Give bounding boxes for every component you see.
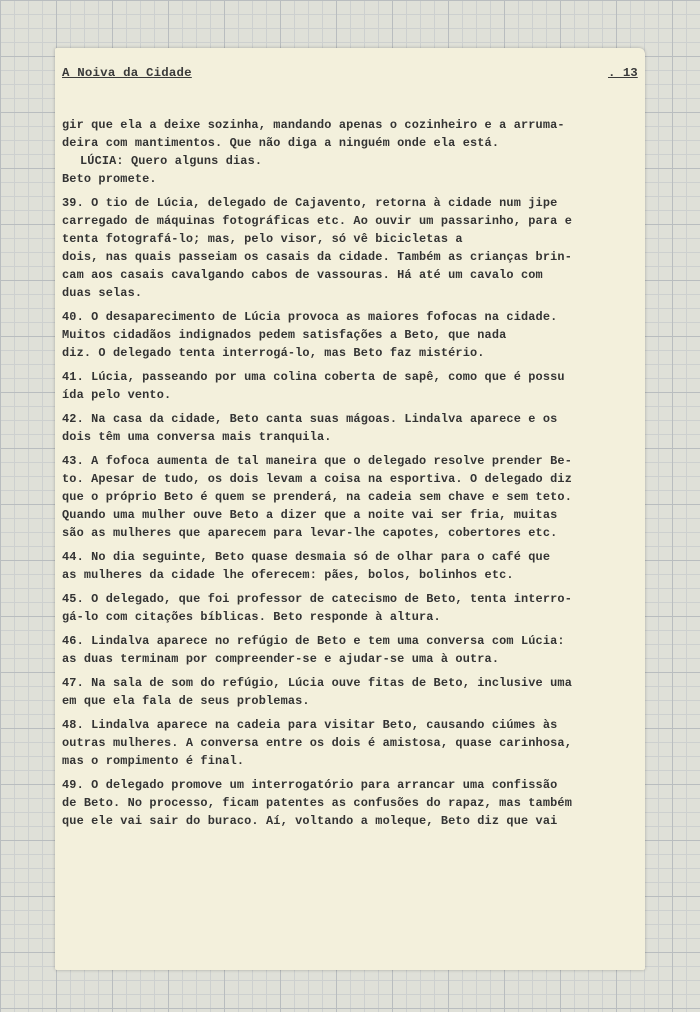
closing-line: Beto promete. bbox=[62, 172, 157, 186]
paragraph-49: 49. O delegado promove um interrogatório para arrancar uma confissão de Beto. No processo, ficam patentes as confusões do rapaz, mas também que ele vai sair do buraco. Aí, voltando a moleque, Beto diz que vai bbox=[62, 778, 572, 828]
paragraph-43: 43. A fofoca aumenta de tal maneira que o delegado resolve prender Be- to. Apesar de tudo, os dois levam a coisa na esportiva. O delegado diz que o próprio Beto é quem se prenderá, na cadeia sem chave e sem teto. Quando uma mulher ouve Beto a dizer que a noite vai ser fria, muitas são as mulheres que aparecem para levar-lhe capotes, cobertores etc. bbox=[62, 454, 572, 540]
page-body bbox=[62, 116, 587, 836]
paragraph-48: 48. Lindalva aparece na cadeia para visitar Beto, causando ciúmes às outras mulheres. A conversa entre os dois é amistosa, quase carinhosa, mas o rompimento é final. bbox=[62, 718, 572, 768]
page-number: . 13 bbox=[608, 66, 638, 80]
page-header-title: A Noiva da Cidade bbox=[62, 66, 192, 80]
continuation-text: gir que ela a deixe sozinha, mandando apenas o cozinheiro e a arruma- deira com mantimentos. Que não diga a ninguém onde ela está. bbox=[62, 118, 565, 150]
paragraph-45: 45. O delegado, que foi professor de catecismo de Beto, tenta interro- gá-lo com citações bíblicas. Beto responde à altura. bbox=[62, 592, 572, 624]
dialogue-line: LÚCIA: Quero alguns dias. bbox=[80, 154, 263, 168]
paragraph-41: 41. Lúcia, passeando por uma colina coberta de sapê, como que é possu ída pelo vento. bbox=[62, 370, 565, 402]
paragraph-44: 44. No dia seguinte, Beto quase desmaia só de olhar para o café que as mulheres da cidade lhe oferecem: pães, bolos, bolinhos etc. bbox=[62, 550, 551, 582]
paragraph-40: 40. O desaparecimento de Lúcia provoca as maiores fofocas na cidade. Muitos cidadãos indignados pedem satisfações a Beto, que nada diz. O delegado tenta interrogá-lo, mas Beto faz mistério. bbox=[62, 310, 558, 360]
paragraph-47: 47. Na sala de som do refúgio, Lúcia ouve fitas de Beto, inclusive uma em que ela fala de seus problemas. bbox=[62, 676, 572, 708]
paragraph-46: 46. Lindalva aparece no refúgio de Beto e tem uma conversa com Lúcia: as duas terminam por compreender-se e ajudar-se uma à outra. bbox=[62, 634, 565, 666]
paragraph-39: 39. O tio de Lúcia, delegado de Cajavento, retorna à cidade num jipe carregado de máquinas fotográficas etc. Ao ouvir um passarinho, para e tenta fotografá-lo; mas, pelo visor, só vê bicicletas a dois, nas quais passeiam os casais da cidade. Também as crianças brin- cam aos casais cavalgando cabos de vassouras. Há até um cavalo com duas selas. bbox=[62, 196, 572, 300]
paragraph-42: 42. Na casa da cidade, Beto canta suas mágoas. Lindalva aparece e os dois têm uma conversa mais tranquila. bbox=[62, 412, 558, 444]
